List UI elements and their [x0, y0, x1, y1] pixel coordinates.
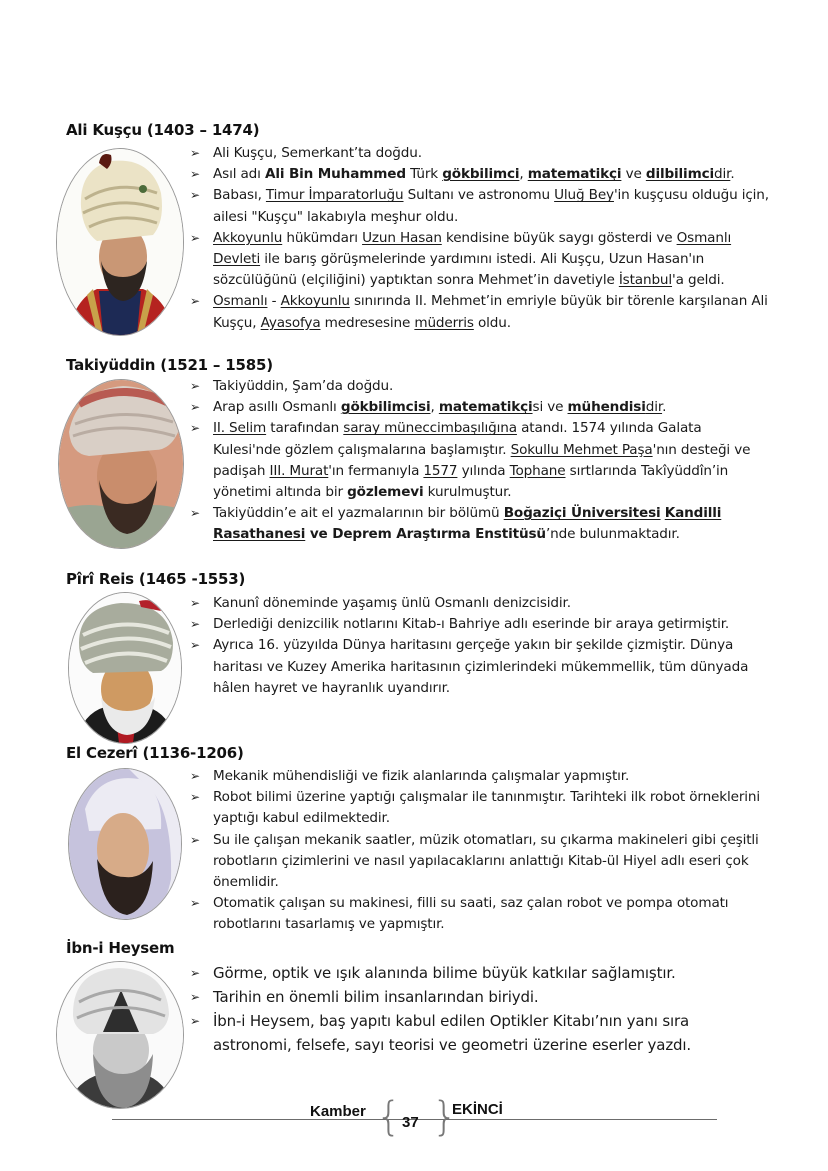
bullet-list [190, 593, 770, 699]
text-run: Derlediği denizcilik notlarını Kitab-ı Bahriye adlı eserinde bir araya getirmiştir. [213, 616, 730, 633]
bullet-arrow-icon: ➢ [190, 146, 200, 160]
section-title: Pîrî Reis (1465 -1553) [66, 570, 246, 588]
text-run: Ali Kuşçu, Semerkant’ta doğdu. [213, 145, 422, 161]
bullet-item [190, 985, 770, 1009]
text-run: Takiyüddin, Şam’da doğdu. [213, 378, 394, 394]
underlined-term: 1577 [423, 462, 458, 479]
bullet-arrow-icon: ➢ [190, 379, 200, 393]
text-run: Asıl adı [213, 166, 265, 183]
underlined-term: Osmanlı [213, 293, 268, 310]
text-run: İbn-i Heysem, baş yapıtı kabul edilen Optikler Kitabı’nın yanı sıra astronomi, felsefe, sayı teorisi ve geometri üzerine eserler yazdı. [213, 1012, 692, 1054]
text-run: oldu. [473, 314, 511, 331]
bullet-arrow-icon: ➢ [190, 294, 200, 309]
text-run: atandı. 1574 yılında Galata Kulesi'nde gözlem çalışmalarına başlamıştır. [213, 420, 702, 458]
underlined-term: gökbilimci [442, 166, 520, 183]
underlined-term: Boğaziçi Üniversitesi [503, 505, 661, 522]
underlined-term: Timur İmparatorluğu [265, 187, 404, 204]
bullet-arrow-icon: ➢ [190, 167, 200, 182]
underlined-term: matematikçi [438, 399, 533, 416]
el-cezeri-portrait [68, 768, 182, 920]
underlined-term: Akkoyunlu [280, 293, 350, 310]
bullet-list [190, 961, 770, 1057]
bold-term: gözlemevi [347, 484, 424, 501]
bullet-arrow-icon: ➢ [190, 421, 200, 436]
underlined-term: Sokullu Mehmet Paşa [510, 441, 653, 458]
text-run: Arap asıllı Osmanlı [213, 399, 341, 416]
bullet-arrow-icon: ➢ [190, 638, 200, 653]
footer-author-last: EKİNCİ [452, 1101, 503, 1118]
underlined-term: İstanbul [618, 272, 673, 289]
section-title: Ali Kuşçu (1403 – 1474) [66, 121, 260, 139]
text-run: ve [621, 166, 646, 183]
bullet-item [190, 635, 770, 699]
text-run: , [519, 166, 528, 183]
text-run: 'nın desteği ve padişah [213, 441, 751, 479]
text-run: 'in kuşçusu olduğu için, ailesi "Kuşçu" lakabıyla meşhur oldu. [213, 187, 769, 225]
bullet-arrow-icon: ➢ [190, 617, 200, 632]
text-run: Su ile çalışan mekanik saatler, müzik otomatları, su çıkarma makineleri gibi çeşitli robotların çizimlerini ve nasıl yapılacaklarını anlattığı Kitab-ül Hiyel adlı eseri çok önemlidir. [213, 831, 759, 891]
text-run: sınırında II. Mehmet’in emriyle büyük bir törenle karşılanan Ali Kuşçu, [213, 293, 768, 331]
underlined-term: dir [645, 399, 663, 416]
bullet-item [190, 397, 770, 418]
text-run: kurulmuştur. [423, 484, 512, 501]
text-run: Babası, [213, 187, 266, 204]
bullet-item [190, 291, 770, 333]
bold-term: ve Deprem Araştırma Enstitüsü [305, 526, 546, 543]
text-run: . [662, 399, 667, 416]
bullet-arrow-icon: ➢ [190, 990, 200, 1004]
underlined-term: gökbilimcisi [340, 399, 431, 416]
underlined-term: matematikçi [527, 166, 622, 183]
text-run: , [430, 399, 439, 416]
page-number: 37 [402, 1114, 419, 1131]
bullet-arrow-icon: ➢ [190, 896, 200, 911]
bullet-arrow-icon: ➢ [190, 966, 200, 980]
text-run: 'a geldi. [672, 272, 725, 289]
underlined-term: II. Selim [213, 420, 267, 437]
underlined-term: Kandilli Rasathanesi [213, 505, 722, 543]
text-run: Türk [405, 166, 443, 183]
bullet-arrow-icon: ➢ [190, 400, 200, 415]
text-run: Tarihin en önemli bilim insanlarından biriydi. [213, 988, 539, 1006]
bullet-list [190, 376, 770, 546]
text-run: medresesine [320, 314, 415, 331]
text-run: ’nde bulunmaktadır. [545, 526, 680, 543]
bullet-item [190, 893, 770, 935]
text-run: Sultanı ve astronomu [403, 187, 555, 204]
bullet-item [190, 376, 770, 397]
bullet-item [190, 228, 770, 292]
underlined-term: Tophane [509, 462, 566, 479]
underlined-term: III. Murat [269, 462, 329, 479]
bullet-arrow-icon: ➢ [190, 188, 200, 203]
text-run: Görme, optik ve ışık alanında bilime büyük katkılar sağlamıştır. [213, 964, 676, 982]
text-run: Ayrıca 16. yüzyılda Dünya haritasını gerçeğe yakın bir şekilde çizmiştir. Dünya haritası ve Kuzey Amerika haritasının çizimlerindeki mükemmellik, tüm dünyada hâlen hayret ve hayranlık uyandırır. [213, 637, 749, 696]
underlined-term: Ayasofya [260, 314, 321, 331]
text-run: . [730, 166, 735, 183]
bullet-arrow-icon: ➢ [190, 790, 200, 805]
underlined-term: Akkoyunlu [213, 229, 283, 246]
bullet-item [190, 614, 770, 635]
bullet-list [190, 143, 770, 334]
bold-term: Ali Bin Muhammed [264, 166, 406, 183]
bullet-arrow-icon: ➢ [190, 1014, 200, 1028]
text-run: hükümdarı [282, 229, 363, 246]
ali-kuscu-portrait [56, 148, 184, 336]
ibn-i-heysem-portrait [56, 961, 184, 1109]
underlined-term: Uzun Hasan [362, 229, 442, 246]
bullet-item [190, 787, 770, 829]
text-run: kendisine büyük saygı gösterdi ve [441, 229, 677, 246]
underlined-term: saray müneccimbaşılığına [343, 420, 517, 437]
underlined-term: dir [714, 166, 731, 183]
text-run: Mekanik mühendisliği ve fizik alanlarında çalışmalar yapmıştır. [213, 768, 630, 784]
text-run: ile barış görüşmelerinde yardımını istedi. Ali Kuşçu, Uzun Hasan'ın sözcülüğünü (elçiliğini) yaptıktan sonra Mehmet’in davetiyle [213, 251, 705, 289]
bullet-item [190, 185, 770, 227]
text-run: 'ın fermanıyla [328, 462, 424, 479]
footer-brace-left: { [376, 1094, 402, 1140]
text-run: Kanunî döneminde yaşamış ünlü Osmanlı denizcisidir. [213, 595, 571, 611]
text-run: yılında [457, 462, 510, 479]
text-run: Takiyüddin’e ait el yazmalarının bir bölümü [213, 505, 504, 522]
bullet-item [190, 418, 770, 503]
bullet-item [190, 766, 770, 787]
section-title: Takiyüddin (1521 – 1585) [66, 356, 273, 374]
bullet-arrow-icon: ➢ [190, 832, 200, 847]
bullet-item [190, 593, 770, 614]
footer-author-first: Kamber [310, 1103, 366, 1120]
bullet-item [190, 143, 770, 164]
bullet-item [190, 1009, 770, 1057]
underlined-term: dilbilimci [645, 166, 715, 183]
section-title: El Cezerî (1136-1206) [66, 744, 244, 762]
text-run: sırtlarında Takîyüddîn’in yönetimi altında bir [213, 462, 729, 501]
underlined-term: Osmanlı Devleti [213, 229, 732, 268]
takiyuddin-portrait [58, 379, 184, 549]
bullet-arrow-icon: ➢ [190, 506, 200, 521]
section-title: İbn-i Heysem [66, 939, 175, 957]
bullet-arrow-icon: ➢ [190, 230, 200, 245]
bullet-item [190, 164, 770, 185]
bullet-list [190, 766, 770, 936]
bullet-item [190, 503, 770, 545]
bullet-arrow-icon: ➢ [190, 769, 200, 783]
underlined-term: müderris [414, 314, 474, 331]
text-run: - [267, 293, 281, 310]
text-run: tarafından [266, 420, 344, 437]
piri-reis-portrait [68, 592, 182, 744]
bullet-item [190, 961, 770, 985]
text-run: si ve [532, 399, 568, 416]
bullet-item [190, 830, 770, 894]
text-run: Robot bilimi üzerine yaptığı çalışmalar ile tanınmıştır. Tarihteki ilk robot örneklerini yaptığı kabul edilmektedir. [213, 789, 760, 827]
text-run: Otomatik çalışan su makinesi, filli su saati, saz çalan robot ve pompa otomatı robotlarını tasarlamış ve yapmıştır. [213, 895, 729, 933]
bullet-arrow-icon: ➢ [190, 596, 200, 610]
underlined-term: Uluğ Bey [554, 187, 614, 204]
footer-brace-right: } [432, 1094, 458, 1140]
underlined-term: mühendisi [567, 399, 646, 416]
